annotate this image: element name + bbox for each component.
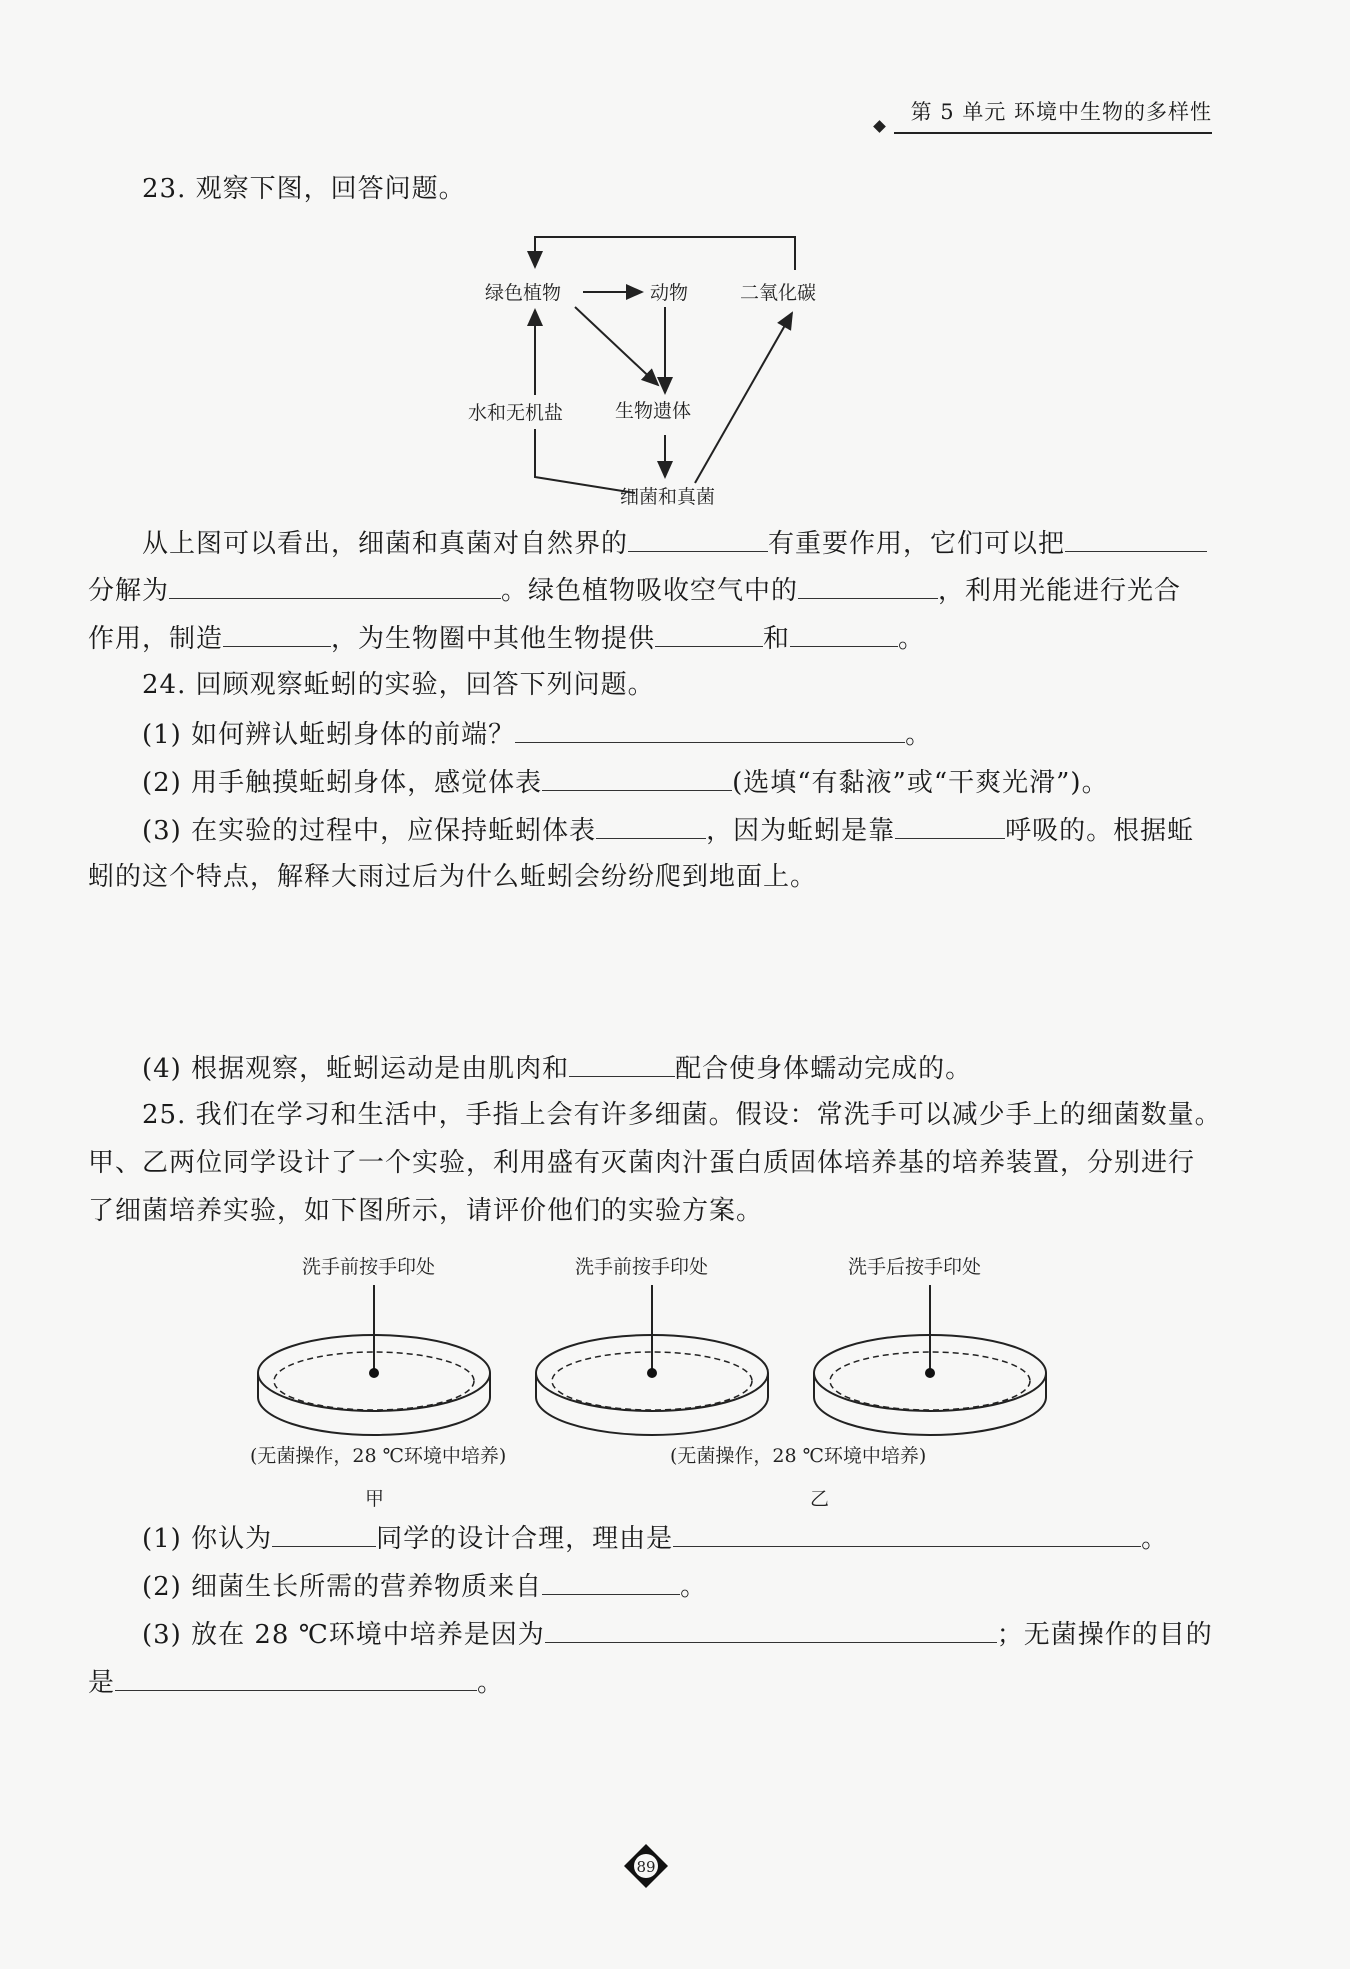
page-number-badge [623,1843,669,1889]
petri-dish-3 [814,1285,1046,1435]
arrow-bacteria-to-co2 [695,313,792,483]
blank[interactable] [569,1050,675,1077]
blank[interactable] [673,1520,1141,1547]
q24-part1: (1) 如何辨认蚯蚓身体的前端？ 。 [142,716,932,752]
q23-title: 23. 观察下图，回答问题。 [142,174,466,204]
blank[interactable] [1065,525,1207,552]
petri-dish-figure [240,1245,1080,1525]
condition-jia: (无菌操作，28 ℃环境中培养) [250,1445,507,1467]
q24-title: 24. 回顾观察蚯蚓的实验，回答下列问题。 [142,670,655,700]
unit-header: 第 5 单元 环境中生物的多样性 [894,96,1212,134]
blank[interactable] [596,812,706,839]
blank[interactable] [169,572,501,599]
blank[interactable] [790,620,898,647]
q23-line1: 从上图可以看出，细菌和真菌对自然界的 有重要作用，它们可以把 [142,525,1207,561]
header-diamond-icon [873,120,886,133]
blank[interactable] [542,1568,680,1595]
arrow-co2-to-plants [535,237,795,270]
blank[interactable] [115,1664,477,1691]
page-number: 89 [636,1858,656,1876]
dish3-label: 洗手后按手印处 [848,1256,982,1278]
q25-part1: (1) 你认为 同学的设计合理，理由是 。 [142,1520,1168,1556]
blank[interactable] [515,716,905,743]
q23-line3: 作用，制造 ，为生物圈中其他生物提供 和 。 [88,620,925,656]
label-remains: 生物遗体 [615,400,692,422]
q25-part2: (2) 细菌生长所需的营养物质来自 。 [142,1568,707,1604]
label-animals: 动物 [650,282,689,304]
label-co2: 二氧化碳 [740,282,817,304]
label-jia: 甲 [365,1488,385,1510]
blank[interactable] [272,1520,376,1547]
q23-line2: 分解为 。绿色植物吸收空气中的 ，利用光能进行光合 [88,572,1181,608]
blank[interactable] [655,620,763,647]
q24-part4: (4) 根据观察，蚯蚓运动是由肌肉和 配合使身体蠕动完成的。 [142,1050,972,1086]
q25-part3-cont: 是 。 [88,1664,504,1700]
blank[interactable] [545,1616,997,1643]
blank[interactable] [628,525,768,552]
blank[interactable] [223,620,331,647]
blank[interactable] [895,812,1005,839]
cycle-diagram [440,225,860,515]
dish1-label: 洗手前按手印处 [302,1256,436,1278]
q24-part2: (2) 用手触摸蚯蚓身体，感觉体表 (选填“有黏液”或“干爽光滑”)。 [142,764,1109,800]
q25-line1: 25. 我们在学习和生活中，手指上会有许多细菌。假设：常洗手可以减少手上的细菌数量。 [142,1100,1222,1130]
arrow-plants-to-remains [575,307,658,385]
label-yi: 乙 [810,1488,830,1510]
q25-part3: (3) 放在 28 ℃环境中培养是因为 ；无菌操作的目的 [142,1616,1213,1652]
q24-part3: (3) 在实验的过程中，应保持蚯蚓体表 ，因为蚯蚓是靠 呼吸的。根据蚯 [142,812,1194,848]
label-green-plants: 绿色植物 [485,282,562,304]
petri-dish-1 [258,1285,490,1435]
condition-yi: (无菌操作，28 ℃环境中培养) [670,1445,927,1467]
q24-part3-cont: 蚓的这个特点，解释大雨过后为什么蚯蚓会纷纷爬到地面上。 [88,862,818,892]
label-bacteria-fungi: 细菌和真菌 [620,486,716,508]
blank[interactable] [798,572,938,599]
label-water-salts: 水和无机盐 [468,402,564,424]
blank[interactable] [542,764,732,791]
q25-line3: 了细菌培养实验，如下图所示，请评价他们的实验方案。 [88,1196,764,1226]
petri-dish-2 [536,1285,768,1435]
dish2-label: 洗手前按手印处 [575,1256,709,1278]
q25-line2: 甲、乙两位同学设计了一个实验，利用盛有灭菌肉汁蛋白质固体培养基的培养装置，分别进行 [88,1148,1196,1178]
